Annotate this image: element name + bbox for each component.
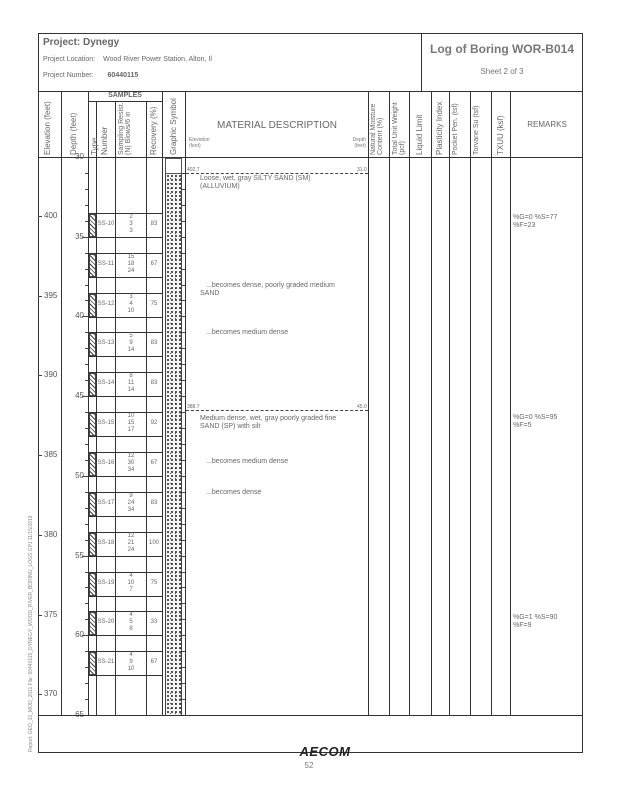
location-value: Wood River Power Station, Alton, Il [103,56,212,63]
graphic-tick [182,619,185,620]
depth-tick-minor [85,285,88,286]
column-header-divider [38,157,583,158]
desc-2-line1: ...becomes dense, poorly graded medium [206,282,335,289]
sample-split-spoon-icon [89,413,96,436]
sample-bottom-line [88,556,162,557]
depth-tick-minor [85,269,88,270]
desc-1-line2: (ALLUVIUM) [200,183,240,190]
project-label: Project: [43,37,81,48]
elevation-tick [38,455,42,456]
elevation-label: 390 [44,370,58,380]
sample-blow-count: 10 [127,413,135,420]
sample-recovery: 67 [150,659,158,666]
elevation-label: 385 [44,450,58,460]
graphic-tick [182,635,185,636]
header-recovery: Recovery (%) [149,106,158,155]
sample-split-spoon-icon [89,612,96,635]
elevation-tick [38,694,42,695]
header-graphic: Graphic Symbol [169,98,178,155]
sample-blow-count: 34 [127,506,135,513]
sample-blow-count: 9 [129,659,133,666]
samples-heading: SAMPLES [108,92,142,99]
depth-label: 50 [75,470,84,480]
header-pocket: Pocket Pen. (tsf) [452,103,459,155]
depth-tick-minor [85,205,88,206]
sample-blow-count: 21 [127,539,135,546]
sample-split-spoon-icon [89,254,96,277]
sample-blow-count: 4 [129,572,133,579]
graphic-tick [182,587,185,588]
header-elevation: Elevation (feet) [43,101,52,155]
graphic-tick [182,300,185,301]
sample-number: SS-13 [97,340,115,347]
graphic-tick [182,332,185,333]
header-liquid: Liquid Limit [415,114,424,155]
col-line-graphic [185,91,186,715]
graphic-tick [182,667,185,668]
sample-recovery: 75 [150,579,158,586]
header-remarks: REMARKS [527,120,567,129]
depth-label: 55 [75,550,84,560]
elevation-label: 375 [44,609,58,619]
sample-bottom-line [88,675,162,676]
depth-tick-minor [85,380,88,381]
depth-tick-minor [85,189,88,190]
sample-blow-count: 3 [129,293,133,300]
graphic-tick [182,364,185,365]
depth-tick-minor [85,173,88,174]
d4-depth: 45.0 [357,404,367,410]
graphic-tick [182,603,185,604]
sample-blow-count: 24 [127,267,135,274]
graphic-tick [182,348,185,349]
depth-tick-minor [85,460,88,461]
sample-split-spoon-icon [89,652,96,675]
sample-blow-count: 15 [127,253,135,260]
col-line-txuu [510,91,511,715]
graphic-tick [182,269,185,270]
graphic-tick [182,396,185,397]
desc-3: ...becomes medium dense [206,329,289,336]
sample-bottom-line [88,356,162,357]
depth-tick-minor [85,364,88,365]
graphic-sand-pattern [165,174,182,715]
graphic-tick [182,699,185,700]
depth-tick-minor [85,300,88,301]
graphic-tick [182,572,185,573]
sample-number: SS-16 [97,459,115,466]
sample-blow-count: 2 [129,213,133,220]
sample-blow-count: 10 [127,307,135,314]
graphic-tick [182,492,185,493]
project-name: Dynegy [83,37,120,48]
remark-1-line1: %G=0 %S=77 [513,214,558,221]
sample-recovery: 83 [150,340,158,347]
d1-depth: 31.0 [357,167,367,173]
sample-number: SS-11 [97,260,115,267]
sample-split-spoon-icon [89,453,96,476]
stratum-line-2 [186,410,368,411]
sample-number: SS-14 [97,380,115,387]
graphic-tick [182,285,185,286]
graphic-tick [182,460,185,461]
desc-2-line2: SAND [200,290,220,297]
sample-number: SS-10 [97,220,115,227]
number-value: 60440115 [107,72,139,79]
sample-bottom-line [88,317,162,318]
remark-2-line2: %F=5 [513,422,532,429]
sample-recovery: 100 [148,539,159,546]
remark-2-line1: %G=0 %S=95 [513,414,558,421]
sample-bottom-line [88,596,162,597]
project-number [43,72,138,79]
sidebar-file-info: Report: GEO_10_MOD_2011 File: 60440115_DYNEGY_WOOD_RIVER_BORING_LOGS.GPJ 11/15/2019 [28,515,34,752]
col-line-elev [61,91,62,715]
sample-blow-count: 9 [129,340,133,347]
col-line-pocket [470,91,471,715]
depth-tick-minor [85,667,88,668]
col-line-dry [409,91,410,715]
sample-blow-count: 5 [129,333,133,340]
sample-blow-count: 11 [127,380,135,387]
graphic-tick [182,189,185,190]
sample-bottom-line [88,635,162,636]
sample-number: SS-15 [97,420,115,427]
sample-bottom-line [88,436,162,437]
col-line-moisture [389,91,390,715]
depth-label: 40 [75,311,84,321]
stratum-line-1 [186,173,368,174]
graphic-open-hole [165,158,182,174]
depth-label: 30 [75,152,84,161]
sheet-number: Sheet 2 of 3 [480,67,524,76]
sample-bottom-line [88,476,162,477]
elevation-tick [38,216,42,217]
remark-3-line2: %F=9 [513,622,532,629]
col-line-material [368,91,369,715]
graphic-tick [182,412,185,413]
depth-tick-minor [85,428,88,429]
depth-tick-minor [85,348,88,349]
location-label: Project Location: [43,56,96,63]
sample-recovery: 83 [150,380,158,387]
header-type: Type [90,137,99,155]
sample-recovery: 83 [150,220,158,227]
header-mat-depth: Depth (feet) [352,137,366,149]
graphic-tick [182,380,185,381]
sample-blow-count: 24 [127,546,135,553]
header-txuu: TXUU (ksf) [496,115,505,155]
number-label: Project Number: [43,72,94,79]
header-material: MATERIAL DESCRIPTION [216,120,337,131]
log-title: Log of Boring WOR-B014 [430,42,574,56]
depth-label: 35 [75,231,84,241]
graphic-tick [182,556,185,557]
sample-blow-count: 10 [127,579,135,586]
sample-bottom-line [88,237,162,238]
sample-blow-count: 3 [129,220,133,227]
desc-6: ...becomes dense [206,489,262,496]
graphic-tick [182,524,185,525]
depth-tick-minor [85,619,88,620]
elevation-label: 380 [44,529,58,539]
sample-split-spoon-icon [89,373,96,396]
header-mat-elevation: Elevation (feet) [189,137,210,149]
sample-blow-count: 4 [129,612,133,619]
sample-recovery: 67 [150,260,158,267]
remark-3-line1: %G=1 %S=90 [513,614,558,621]
sample-blow-count: 4 [129,652,133,659]
sample-number: SS-20 [97,619,115,626]
sample-blow-count: 14 [127,347,135,354]
page-number: 52 [304,761,314,770]
graphic-tick [182,253,185,254]
header-number: Number [100,126,109,155]
d1-elev: 402.7 [187,167,200,173]
graphic-tick [182,237,185,238]
project-title [43,37,119,48]
project-location [43,56,212,63]
sample-bottom-line [88,516,162,517]
sample-recovery: 75 [150,300,158,307]
remark-1-line2: %F=23 [513,222,536,229]
depth-tick-minor [85,603,88,604]
sample-blow-count: 5 [129,619,133,626]
sample-blow-count: 17 [127,427,135,434]
d4-elev: 388.7 [187,404,200,410]
graphic-tick [182,428,185,429]
header-torvane: Torvane Su (tsf) [473,105,480,155]
sample-blow-count: 9 [129,492,133,499]
sample-blow-count: 8 [129,373,133,380]
elevation-tick [38,375,42,376]
sample-recovery: 83 [150,499,158,506]
sample-blow-count: 7 [129,586,133,593]
sample-blow-count: 24 [127,499,135,506]
graphic-tick [182,221,185,222]
sample-blow-count: 10 [127,666,135,673]
graphic-tick [182,540,185,541]
header-dry: Total Unit Weight (pcf) [392,102,406,155]
depth-tick-minor [85,508,88,509]
sample-blow-count: 14 [127,387,135,394]
col-line-recovery [162,91,163,715]
sample-number: SS-21 [97,659,115,666]
sample-recovery: 92 [150,420,158,427]
depth-label: 45 [75,391,84,401]
sample-blow-count: 3 [129,227,133,234]
sample-number: SS-17 [97,499,115,506]
depth-tick-minor [85,683,88,684]
sample-number: SS-12 [97,300,115,307]
elevation-tick [38,296,42,297]
depth-tick-minor [85,221,88,222]
desc-4-line1: Medium dense, wet, gray poorly graded fine [200,415,337,422]
desc-5: ...becomes medium dense [206,458,289,465]
desc-4-line2: SAND (SP) with silt [200,423,261,430]
depth-label: 65 [75,710,84,719]
elevation-tick [38,535,42,536]
sample-split-spoon-icon [89,294,96,317]
header-plasticity: Plasticity Index [435,101,444,155]
depth-tick-minor [85,699,88,700]
elevation-label: 400 [44,210,58,220]
graphic-tick [182,173,185,174]
col-line-torvane [491,91,492,715]
graphic-tick [182,444,185,445]
elevation-label: 370 [44,689,58,699]
sample-bottom-line [88,396,162,397]
graphic-tick [182,476,185,477]
depth-tick-minor [85,587,88,588]
elevation-label: 395 [44,290,58,300]
graphic-tick [182,683,185,684]
sample-number: SS-19 [97,579,115,586]
graphic-tick [182,508,185,509]
graphic-tick [182,205,185,206]
depth-label: 60 [75,630,84,640]
elevation-tick [38,615,42,616]
header-moisture: Natural Moisture Content (%) [370,103,384,155]
sample-recovery: 33 [150,619,158,626]
sample-blow-count: 34 [127,466,135,473]
sample-blow-count: 18 [127,260,135,267]
header-depth: Depth (feet) [69,112,78,155]
col-line-number [115,101,116,715]
sample-blow-count: 12 [127,452,135,459]
depth-tick-minor [85,444,88,445]
sample-blow-count: 15 [127,420,135,427]
col-line-liquid [431,91,432,715]
sample-split-spoon-icon [89,533,96,556]
sample-blow-count: 30 [127,459,135,466]
depth-tick-minor [85,540,88,541]
sample-blow-count: 4 [129,300,133,307]
sample-blow-count: 8 [129,626,133,633]
sample-blow-count: 12 [127,532,135,539]
sample-split-spoon-icon [89,333,96,356]
sample-number: SS-18 [97,539,115,546]
aecom-logo: AECOM [299,744,351,759]
sample-split-spoon-icon [89,214,96,237]
header-blows: Sampling Resist. (N) Blows/6 in [118,102,132,155]
col-line-plasticity [449,91,450,715]
graphic-tick [182,651,185,652]
desc-1-line1: Loose, wet, gray SILTY SAND (SM) [200,175,311,182]
graphic-tick [182,316,185,317]
depth-tick-minor [85,524,88,525]
sample-split-spoon-icon [89,573,96,596]
sample-bottom-line [88,277,162,278]
footer-divider [38,715,583,716]
sample-split-spoon-icon [89,493,96,516]
sample-recovery: 67 [150,459,158,466]
